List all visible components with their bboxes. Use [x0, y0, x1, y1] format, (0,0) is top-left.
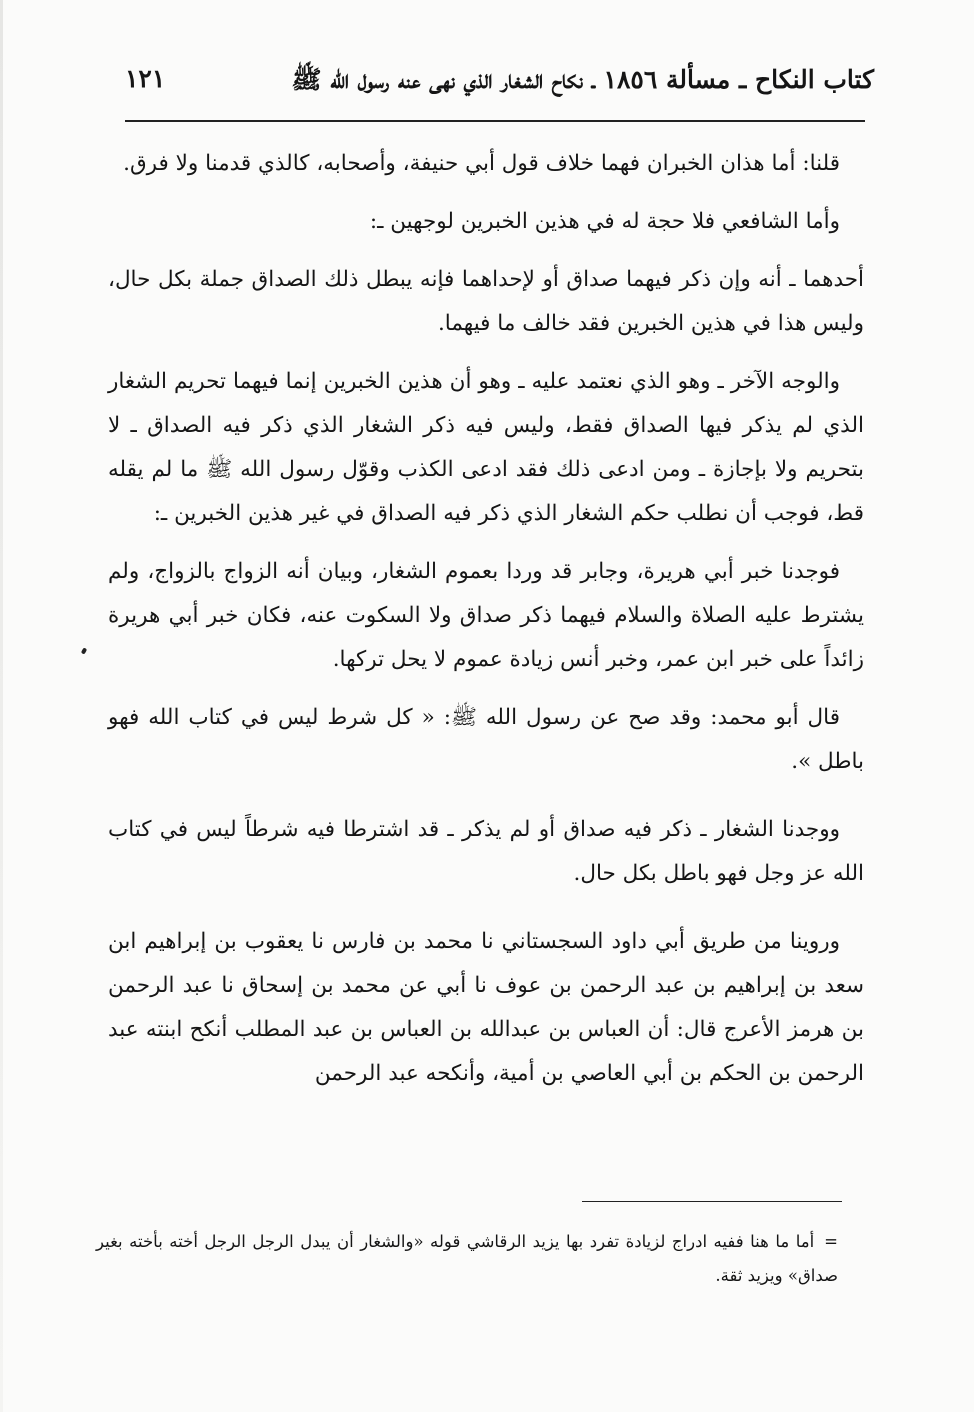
paragraph: ووجدنا الشغار ـ ذكر فيه صداق أو لم يذكر ـ قد اشترطا فيه شرطاً ليس في كتاب الله عز وجل فهو باطل بكل حال.	[108, 817, 864, 886]
main-text	[108, 142, 864, 1110]
header-rule	[125, 120, 865, 122]
paragraph: قال أبو محمد: وقد صح عن رسول الله ﷺ: « كل شرط ليس في كتاب الله فهو باطل ».	[108, 705, 864, 774]
paragraph: وأما الشافعي فلا حجة له في هذين الخبرين لوجهين ـ:	[369, 209, 840, 234]
paragraph: قلنا: أما هذان الخبران فهما خلاف قول أبي حنيفة، وأصحابه، كالذي قدمنا ولا فرق.	[123, 151, 840, 176]
footnote-text: أما ما هنا ففيه ادراج لزيادة تفرد بها يزيد الرقاشي قوله «والشغار أن يبدل الرجل الرجل أخته بأخته بغير صداق» ويزيد ثقة.	[96, 1232, 838, 1285]
paragraph: فوجدنا خبر أبي هريرة، وجابر قد وردا بعموم الشغار، وبيان أنه الزواج بالزواج، ولم يشترط عليه الصلاة والسلام فيهما ذكر صداق ولا السكوت عنه، فكان خبر أبي هريرة زائداً على خبر ابن عمر، وخبر أنس زيادة عموم لا يحل تركها.	[108, 559, 864, 672]
paragraph: وروينا من طريق أبي داود السجستاني نا محمد بن فارس نا يعقوب بن إبراهيم ابن سعد بن إبراهيم بن عبد الرحمن بن عوف نا أبي عن محمد بن إسحاق نا عبد الرحمن بن هرمز الأعرج قال: أن العباس بن عبدالله بن العباس بن عبد المطلب أنكح ابنته عبد الرحمن بن الحكم بن أبي العاصي بن أمية، وأنكحه عبد الرحمن	[108, 929, 864, 1086]
paragraph: أحدهما ـ أنه وإن ذكر فيهما صداق أو لإحداهما فإنه يبطل ذلك الصداق جملة بكل حال، وليس هذا في هذين الخبرين فقد خالف ما فيهما.	[108, 267, 864, 336]
paragraph: والوجه الآخر ـ وهو الذي نعتمد عليه ـ وهو أن هذين الخبرين إنما فيهما تحريم الشغار الذي لم يذكر فيها الصداق فقط، وليس فيه ذكر الشغار الذي ذكر فيه الصداق ـ لا بتحريم ولا بإجازة ـ ومن ادعى ذلك فقد ادعى الكذب وقوّل رسول الله ﷺ ما لم يقله قط، فوجب أن نطلب حكم الشغار الذي ذكر فيه الصداق في غير هذين الخبرين ـ:	[108, 369, 864, 526]
footnote-marker: =	[824, 1232, 838, 1251]
page-number: ١٢١	[125, 64, 166, 93]
footnote	[96, 1225, 838, 1293]
running-header: كتاب النكاح ـ مسألة ١٨٥٦ ـ نكاح الشغار الذي نهى عنه رسول الله ﷺ	[291, 65, 874, 94]
footnote-rule	[582, 1201, 842, 1202]
